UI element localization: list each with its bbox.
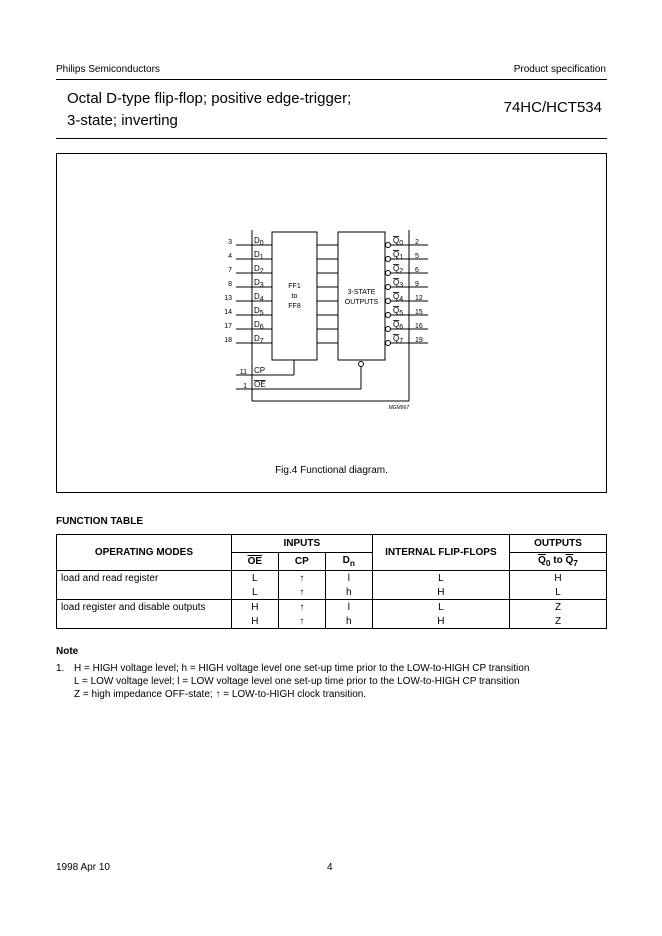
output-label: Q3 [393, 278, 404, 289]
document-type: Product specification [513, 64, 606, 75]
output-pin-number: 19 [415, 337, 423, 344]
table-row: load register and disable outputs H ↑ l L Z [57, 600, 607, 615]
input-pin-number: 18 [224, 337, 232, 344]
inversion-bubble [386, 243, 391, 248]
output-label: Q6 [393, 320, 404, 331]
input-label: D4 [254, 292, 264, 303]
figure-box [56, 153, 607, 493]
oe-bubble [359, 362, 364, 367]
note-line-2: L = LOW voltage level; l = LOW voltage level one set-up time prior to the LOW-to-HIGH CP transition [74, 676, 520, 687]
title-line-1: Octal D-type flip-flop; positive edge-trigger; [67, 90, 352, 107]
input-label: D1 [254, 250, 264, 261]
inversion-bubble [386, 299, 391, 304]
output-block [338, 232, 385, 360]
col-internal-flip-flops: INTERNAL FLIP-FLOPS [372, 535, 509, 571]
output-pin-number: 9 [415, 281, 419, 288]
table-row: load and read register L ↑ l L H [57, 571, 607, 586]
inversion-bubble [386, 271, 391, 276]
col-oe: $\overline{OE}$ [231, 553, 278, 571]
output-block-label: 3-STATE [347, 289, 376, 296]
col-outputs: OUTPUTS [510, 535, 607, 553]
input-label: D2 [254, 264, 264, 275]
input-pin-number: 7 [228, 267, 232, 274]
table-row: H ↑ h H Z [57, 614, 607, 629]
col-dn: $D_n$ [325, 553, 372, 571]
output-pin-number: 15 [415, 309, 423, 316]
ff-block-label: FF1 [288, 283, 301, 290]
col-q0-to-q7: $\overline{Q}_0$ to $\overline{Q}_7$ [510, 553, 607, 571]
title-rule [56, 138, 607, 139]
input-pin-number: 14 [224, 309, 232, 316]
col-cp: CP [278, 553, 325, 571]
note-number: 1. [56, 663, 65, 674]
footer-date: 1998 Apr 10 [56, 862, 110, 873]
input-pin-number: 17 [224, 323, 232, 330]
output-label: Q7 [393, 334, 404, 345]
input-label: D6 [254, 320, 264, 331]
figure-caption: Fig.4 Functional diagram. [275, 465, 388, 476]
document-title [67, 88, 351, 132]
oe-pin-number: 1 [243, 383, 247, 390]
ff-block-label: to [291, 293, 298, 300]
output-pin-number: 16 [415, 323, 423, 330]
note-line-3: Z = high impedance OFF-state; ↑ = LOW-to-HIGH clock transition. [74, 689, 367, 700]
header-rule [56, 79, 607, 80]
col-operating-modes: OPERATING MODES [57, 535, 232, 571]
company-name: Philips Semiconductors [56, 64, 160, 75]
output-label: Q0 [393, 236, 404, 247]
input-label: D7 [254, 334, 264, 345]
note-line-1: H = HIGH voltage level; h = HIGH voltage level one set-up time prior to the LOW-to-HIGH CP transition [74, 663, 530, 674]
part-number: 74HC/HCT534 [503, 99, 602, 116]
note-heading: Note [56, 646, 79, 657]
inversion-bubble [386, 327, 391, 332]
page-number: 4 [327, 862, 333, 873]
input-label: D3 [254, 278, 264, 289]
input-pin-number: 4 [228, 253, 232, 260]
output-pin-number: 5 [415, 253, 419, 260]
output-label: Q2 [393, 264, 404, 275]
functional-diagram [57, 154, 606, 454]
inversion-bubble [386, 341, 391, 346]
cp-pin-number: 11 [239, 369, 247, 376]
output-label: Q1 [393, 250, 404, 261]
input-label: D5 [254, 306, 264, 317]
input-pin-number: 8 [228, 281, 232, 288]
output-label: Q5 [393, 306, 404, 317]
title-line-2: 3-state; inverting [67, 112, 178, 129]
inversion-bubble [386, 285, 391, 290]
output-pin-number: 12 [415, 295, 423, 302]
figure-code: MGM967 [388, 405, 409, 411]
output-pin-number: 6 [415, 267, 419, 274]
inversion-bubble [386, 257, 391, 262]
output-pin-number: 2 [415, 239, 419, 246]
function-table [56, 534, 607, 629]
col-inputs: INPUTS [231, 535, 372, 553]
input-label: D0 [254, 236, 264, 247]
table-row: L ↑ h H L [57, 585, 607, 600]
input-pin-number: 13 [224, 295, 232, 302]
cp-label: CP [254, 366, 266, 375]
input-pin-number: 3 [228, 239, 232, 246]
output-label: Q4 [393, 292, 404, 303]
output-block-label: OUTPUTS [344, 299, 379, 306]
ff-block-label: FF8 [288, 303, 301, 310]
oe-label: OE [254, 380, 266, 389]
function-table-heading: FUNCTION TABLE [56, 516, 144, 527]
inversion-bubble [386, 313, 391, 318]
